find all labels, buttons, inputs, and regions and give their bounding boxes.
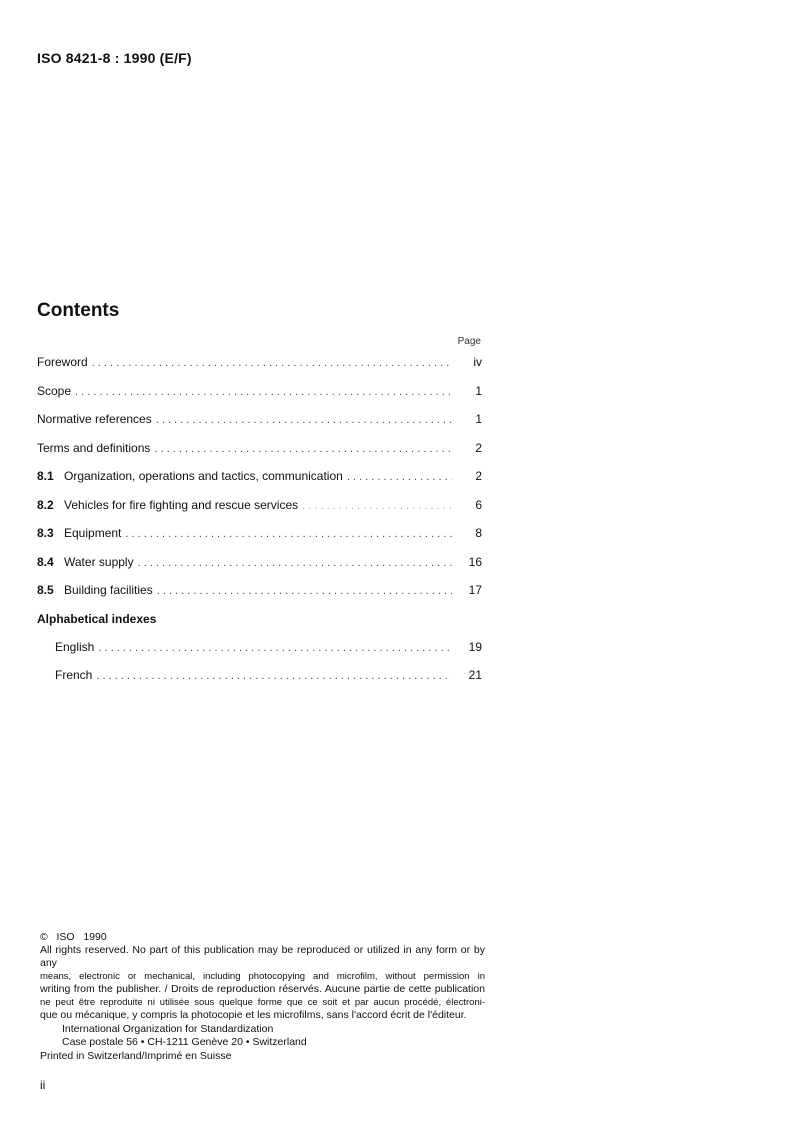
toc-entry-label: Terms and definitions: [37, 441, 151, 455]
dot-leader: [96, 670, 452, 682]
dot-leader: [157, 585, 452, 597]
rights-text-line: que ou mécanique, y compris la photocopie et les microfilms, sans l'accord écrit de l'éditeur.: [40, 1009, 467, 1021]
dot-leader: [75, 386, 452, 398]
toc-entry-label: Foreword: [37, 355, 88, 369]
toc-entry-scope[interactable]: [37, 384, 482, 402]
toc-entry-label: English: [55, 640, 95, 654]
toc-entry-label: Vehicles for fire fighting and rescue services: [64, 498, 299, 512]
toc-entry-8-3[interactable]: [37, 526, 482, 544]
rights-text-line: All rights reserved. No part of this publication may be reproduced or utilized in any form or by any: [40, 944, 485, 969]
dot-leader: [156, 414, 452, 426]
dot-leader: [302, 500, 452, 512]
dot-leader: [92, 357, 452, 369]
toc-entry-page: 1: [475, 412, 482, 426]
toc-entry-number: 8.1: [37, 469, 54, 483]
toc-entry-number: 8.4: [37, 555, 54, 569]
toc-entry-label: Water supply: [64, 555, 134, 569]
toc-entry-page: 1: [475, 384, 482, 398]
toc-entry-foreword[interactable]: [37, 355, 482, 373]
toc-entry-number: 8.5: [37, 583, 54, 597]
rights-text-line: means, electronic or mechanical, including photocopying and microfilm, without permission in: [40, 971, 485, 982]
dot-leader: [98, 642, 452, 654]
toc-entry-page: 2: [475, 441, 482, 455]
organization-address: Case postale 56 • CH-1211 Genève 20 • Switzerland: [62, 1036, 307, 1048]
toc-entry-label: French: [55, 668, 93, 682]
toc-entry-terms-definitions[interactable]: [37, 441, 482, 459]
toc-entry-page: 19: [468, 640, 482, 654]
printed-in: Printed in Switzerland/Imprimé en Suisse: [40, 1050, 232, 1062]
dot-leader: [154, 443, 452, 455]
toc-entry-index-english[interactable]: [37, 640, 482, 658]
toc-entry-page: 2: [475, 469, 482, 483]
toc-entry-page: 21: [468, 668, 482, 682]
toc-entry-8-2[interactable]: [37, 498, 482, 516]
toc-entry-label: Equipment: [64, 526, 122, 540]
organization-name: International Organization for Standardization: [62, 1023, 274, 1035]
toc-entry-8-1[interactable]: [37, 469, 482, 487]
page-number: ii: [40, 1078, 46, 1092]
dot-leader: [125, 528, 452, 540]
toc-entry-page: 6: [475, 498, 482, 512]
contents-title: Contents: [37, 300, 120, 321]
toc-entry-label: Normative references: [37, 412, 152, 426]
rights-text-line: ne peut être reproduite ni utilisée sous quelque forme que ce soit et par aucun procédé, électroni-: [40, 997, 485, 1008]
toc-entry-page: iv: [473, 355, 482, 369]
toc-entry-index-french[interactable]: [37, 668, 482, 686]
toc-entry-page: 17: [468, 583, 482, 597]
dot-leader: [347, 471, 452, 483]
toc-entry-normative-references[interactable]: [37, 412, 482, 430]
rights-text-line: writing from the publisher. / Droits de reproduction réservés. Aucune partie de cette publication: [40, 983, 485, 995]
toc-entry-page: 8: [475, 526, 482, 540]
dot-leader: [138, 557, 452, 569]
page-column-label: Page: [457, 336, 481, 347]
toc-entry-number: 8.3: [37, 526, 54, 540]
copyright-line: © ISO 1990: [40, 931, 107, 943]
toc-entry-8-5[interactable]: [37, 583, 482, 601]
toc-entry-label: Building facilities: [64, 583, 153, 597]
toc-entry-page: 16: [468, 555, 482, 569]
alphabetical-indexes-heading: Alphabetical indexes: [37, 612, 157, 626]
toc-entry-8-4[interactable]: [37, 555, 482, 573]
toc-entry-label: Scope: [37, 384, 72, 398]
copyright-notice: [40, 931, 485, 1063]
document-id-header: ISO 8421-8 : 1990 (E/F): [37, 50, 192, 66]
toc-entry-label: Organization, operations and tactics, communication: [64, 469, 343, 483]
toc-entry-number: 8.2: [37, 498, 54, 512]
